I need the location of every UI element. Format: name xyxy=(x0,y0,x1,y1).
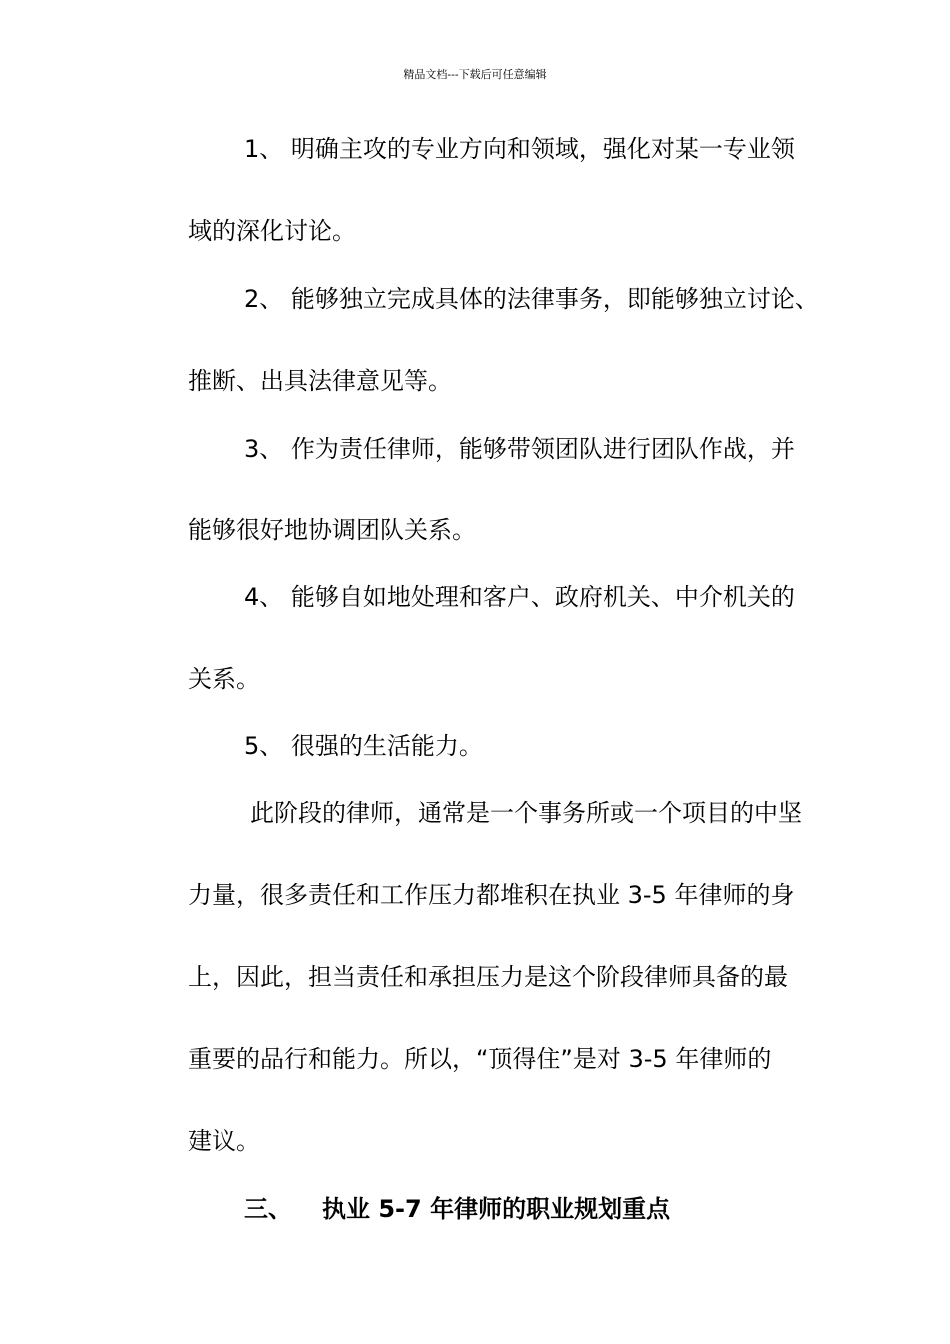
section-number: 三、 xyxy=(244,1195,292,1223)
list-item-2-line-1: 2、 能够独立完成具体的法律事务，即能够独立讨论、 xyxy=(244,285,819,313)
paragraph-line-5: 建议。 xyxy=(188,1127,260,1155)
paragraph-line-1: 此阶段的律师，通常是一个事务所或一个项目的中坚 xyxy=(250,799,802,827)
section-heading xyxy=(244,1194,670,1224)
paragraph-line-3: 上，因此，担当责任和承担压力是这个阶段律师具备的最 xyxy=(188,963,788,991)
list-item-3-line-1: 3、 作为责任律师，能够带领团队进行团队作战，并 xyxy=(244,435,795,463)
list-item-4-line-2: 关系。 xyxy=(188,665,260,693)
section-title: 执业 5-7 年律师的职业规划重点 xyxy=(322,1195,671,1223)
page-header: 精品文档---下载后可任意编辑 xyxy=(403,68,547,81)
paragraph-line-2: 力量，很多责任和工作压力都堆积在执业 3-5 年律师的身 xyxy=(188,881,795,909)
list-item-1-line-2: 域的深化讨论。 xyxy=(188,217,356,245)
paragraph-line-4: 重要的品行和能力。所以，“顶得住”是对 3-5 年律师的 xyxy=(188,1045,772,1073)
list-item-1-line-1: 1、 明确主攻的专业方向和领域，强化对某一专业领 xyxy=(244,135,795,163)
list-item-4-line-1: 4、 能够自如地处理和客户、政府机关、中介机关的 xyxy=(244,583,795,611)
list-item-3-line-2: 能够很好地协调团队关系。 xyxy=(188,516,476,544)
list-item-2-line-2: 推断、出具法律意见等。 xyxy=(188,367,452,395)
list-item-5: 5、 很强的生活能力。 xyxy=(244,732,483,760)
